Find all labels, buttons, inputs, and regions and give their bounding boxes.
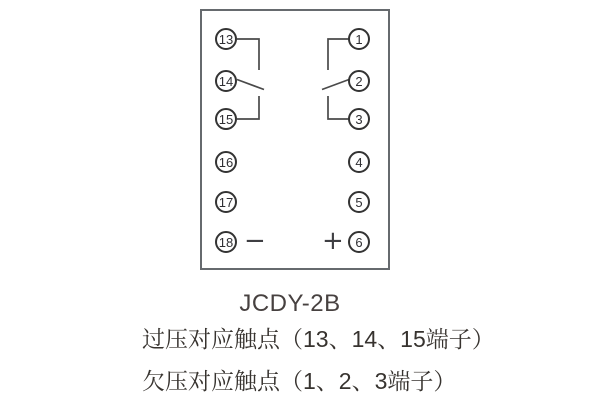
caption-overvoltage-contacts: 过压对应触点（13、14、15端子） <box>142 326 495 352</box>
wire-terminal-3 <box>328 96 349 119</box>
contact-blade-14 <box>237 80 264 90</box>
terminal-16: 16 <box>215 151 237 173</box>
terminal-18: 18 <box>215 231 237 253</box>
terminal-5: 5 <box>348 191 370 213</box>
plus-sign: + <box>322 226 344 256</box>
terminal-17: 17 <box>215 191 237 213</box>
terminal-2: 2 <box>348 70 370 92</box>
terminal-14: 14 <box>215 70 237 92</box>
terminal-4: 4 <box>348 151 370 173</box>
terminal-13: 13 <box>215 28 237 50</box>
terminal-1: 1 <box>348 28 370 50</box>
contact-blade-2 <box>322 80 349 90</box>
model-title: JCDY-2B <box>239 290 341 317</box>
minus-sign: − <box>244 226 266 256</box>
wire-terminal-13 <box>237 39 259 70</box>
wire-terminal-15 <box>237 96 259 119</box>
terminal-15: 15 <box>215 108 237 130</box>
terminal-3: 3 <box>348 108 370 130</box>
terminal-6: 6 <box>348 231 370 253</box>
wire-terminal-1 <box>328 39 349 70</box>
caption-undervoltage-contacts: 欠压对应触点（1、2、3端子） <box>142 368 457 394</box>
